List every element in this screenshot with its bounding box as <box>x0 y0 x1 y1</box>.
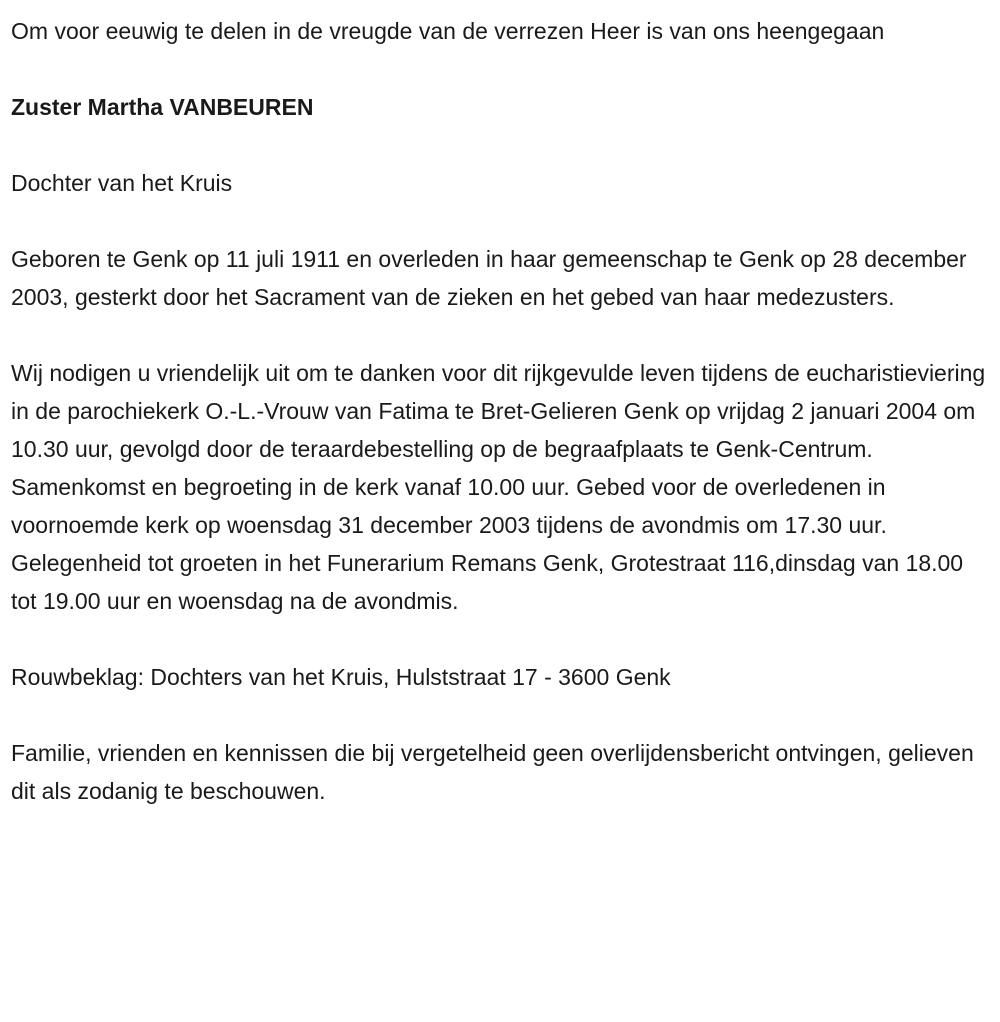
funeral-details: Wij nodigen u vriendelijk uit om te danken voor dit rijkgevulde leven tijdens de eucharistieviering in de parochiekerk O.-L.-Vrouw van Fatima te Bret-Gelieren Genk op vrijdag 2 januari 2004 om 10.30 uur, gevolgd door de teraardebestelling op de begraafplaats te Genk-Centrum. Samenkomst en begroeting in de kerk vanaf 10.00 uur. Gebed voor de overledenen in voornoemde kerk op woensdag 31 december 2003 tijdens de avondmis om 17.30 uur. Gelegenheid tot groeten in het Funerarium Remans Genk, Grotestraat 116,dinsdag van 18.00 tot 19.00 uur en woensdag na de avondmis. <box>11 360 986 614</box>
closing-notice: Familie, vrienden en kennissen die bij vergetelheid geen overlijdensbericht ontvingen, gelieven dit als zodanig te beschouwen. <box>11 740 974 804</box>
deceased-name: Zuster Martha VANBEUREN <box>11 94 314 120</box>
congregation-line: Dochter van het Kruis <box>11 170 233 196</box>
opening-line: Om voor eeuwig te delen in de vreugde van de verrezen Heer is van ons heengegaan <box>11 18 885 44</box>
birth-death-info: Geboren te Genk op 11 juli 1911 en overleden in haar gemeenschap te Genk op 28 december 2003, gesterkt door het Sacrament van de zieken en het gebed van haar medezusters. <box>11 246 967 310</box>
condolences-address: Rouwbeklag: Dochters van het Kruis, Hulststraat 17 - 3600 Genk <box>11 664 671 690</box>
